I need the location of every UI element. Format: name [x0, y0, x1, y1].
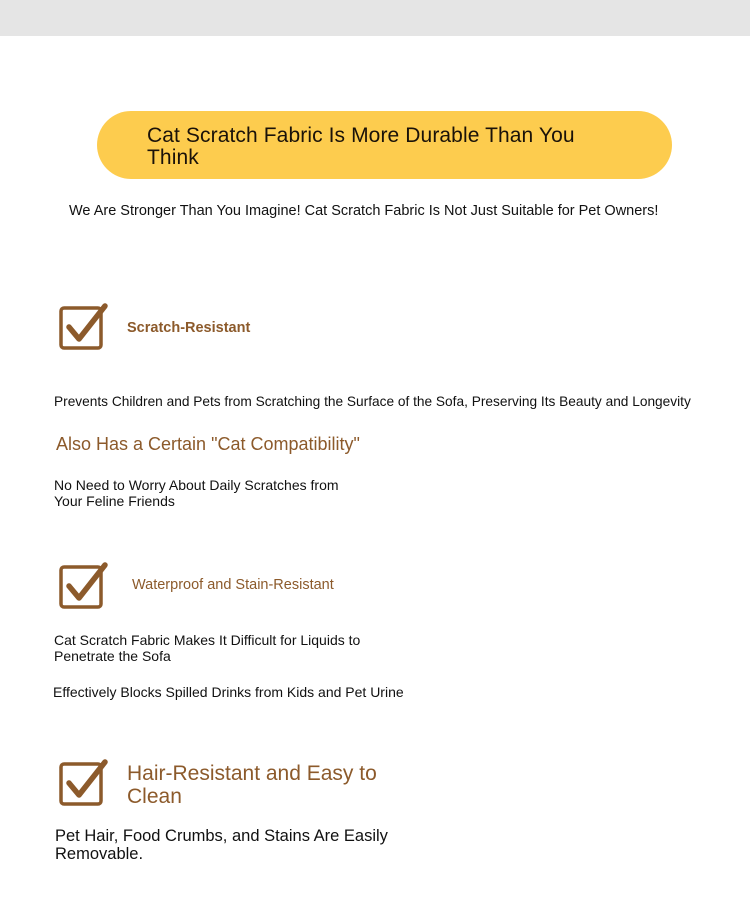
checkbox-check-icon [57, 561, 109, 613]
feature-heading-hair-resistant: Hair-Resistant and Easy to Clean [127, 762, 377, 808]
page-subtitle: We Are Stronger Than You Imagine! Cat Scratch Fabric Is Not Just Suitable for Pet Owners! [69, 203, 659, 219]
feature-description: Pet Hair, Food Crumbs, and Stains Are Easily Removable. [55, 827, 388, 863]
page-title: Cat Scratch Fabric Is More Durable Than You Think [147, 124, 575, 169]
checkbox-check-icon [57, 758, 109, 810]
checkbox-check-icon [57, 302, 109, 354]
feature-heading-waterproof: Waterproof and Stain-Resistant [132, 577, 334, 593]
feature-description: Cat Scratch Fabric Makes It Difficult for Liquids to Penetrate the Sofa [54, 632, 361, 664]
title-banner [97, 111, 672, 179]
feature-description: Prevents Children and Pets from Scratching the Surface of the Sofa, Preserving Its Beauty and Longevity [54, 394, 691, 409]
top-bar [0, 0, 750, 36]
feature-subdescription: No Need to Worry About Daily Scratches from Your Feline Friends [54, 477, 339, 509]
feature-subheading-cat-compatibility: Also Has a Certain "Cat Compatibility" [56, 434, 360, 454]
feature-heading-scratch-resistant: Scratch-Resistant [127, 320, 251, 336]
feature-subdescription: Effectively Blocks Spilled Drinks from Kids and Pet Urine [53, 684, 404, 700]
